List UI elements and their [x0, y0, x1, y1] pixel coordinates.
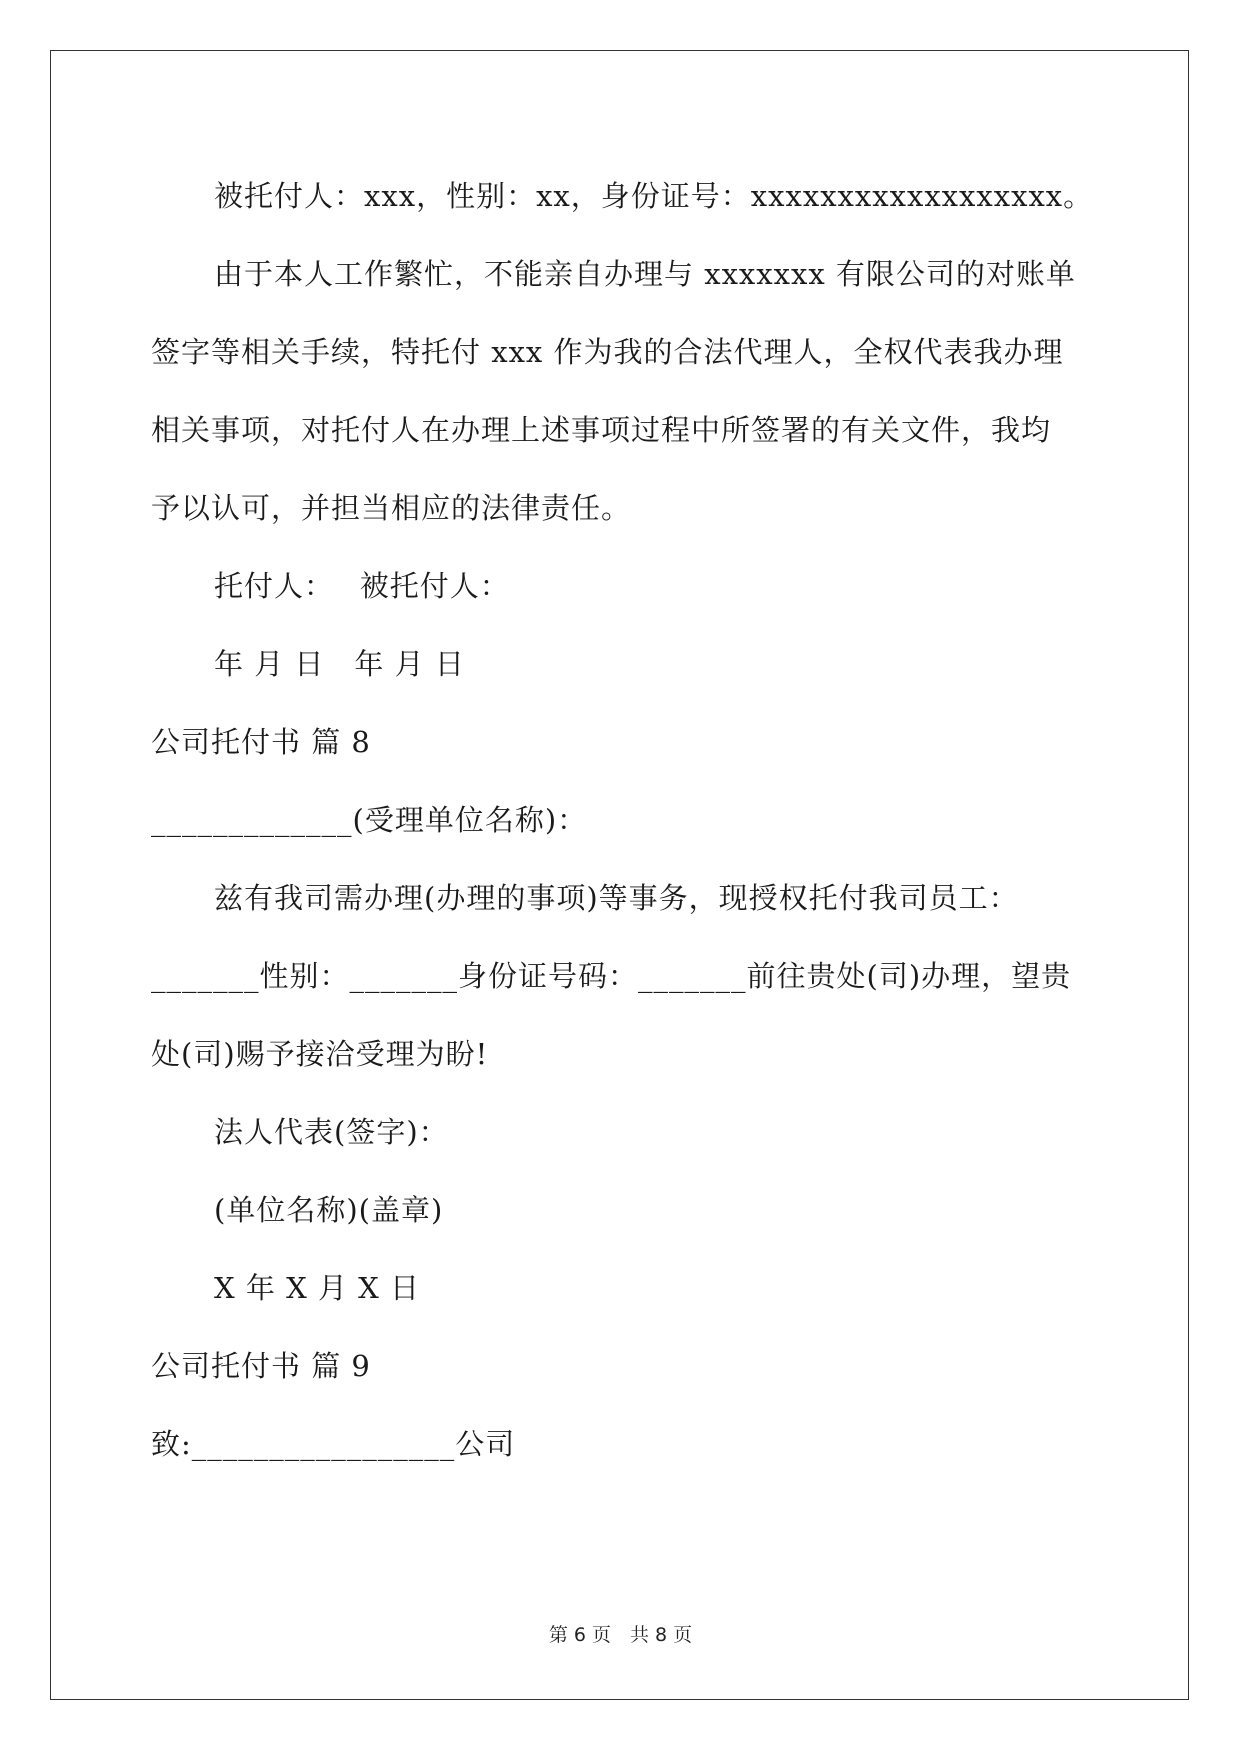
- doc-line-12: 处(司)赐予接洽受理为盼!: [151, 1037, 489, 1071]
- doc-line-10: 兹有我司需办理(办理的事项)等事务，现授权托付我司员工：: [214, 881, 1019, 915]
- doc-line-6: 托付人： 被托付人：: [214, 569, 510, 603]
- doc-line-11: _______性别：_______身份证号码：_______前往贵处(司)办理，望贵: [151, 959, 1072, 993]
- section-heading-8: 公司托付书 篇 8: [151, 725, 371, 759]
- page-number-footer: 第 6 页 共 8 页: [548, 1624, 693, 1646]
- doc-line-15: X 年 X 月 X 日: [214, 1271, 421, 1305]
- doc-line-1: 被托付人：xxx，性别：xx，身份证号：xxxxxxxxxxxxxxxxxx。: [214, 179, 1094, 213]
- doc-line-2: 由于本人工作繁忙，不能亲自办理与 xxxxxxx 有限公司的对账单: [214, 257, 1076, 291]
- doc-line-4: 相关事项，对托付人在办理上述事项过程中所签署的有关文件，我均: [151, 413, 1052, 447]
- doc-line-3: 签字等相关手续，特托付 xxx 作为我的合法代理人，全权代表我办理: [151, 335, 1064, 369]
- doc-line-5: 予以认可，并担当相应的法律责任。: [151, 491, 632, 525]
- doc-line-14: (单位名称)(盖章): [214, 1193, 444, 1227]
- section-heading-9: 公司托付书 篇 9: [151, 1349, 371, 1383]
- doc-line-7: 年 月 日 年 月 日: [214, 647, 465, 681]
- doc-line-13: 法人代表(签字)：: [214, 1115, 449, 1149]
- doc-line-17: 致:_________________公司: [151, 1427, 516, 1461]
- doc-line-9: _____________(受理单位名称)：: [151, 803, 588, 837]
